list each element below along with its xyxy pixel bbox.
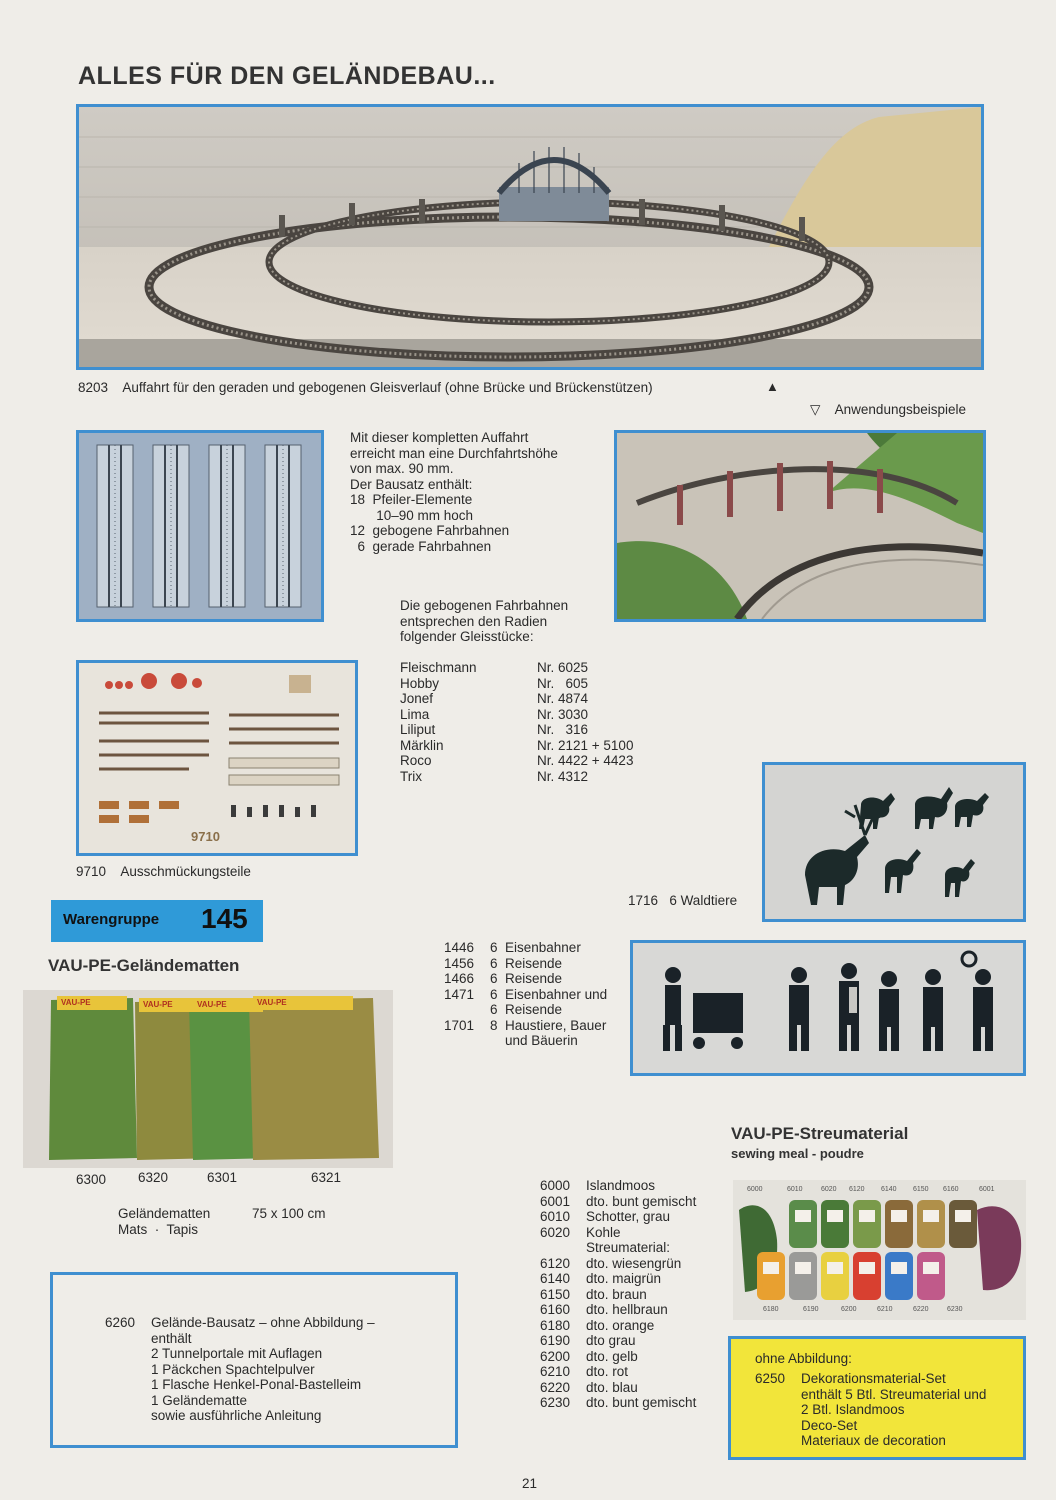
radii-brand: Jonef <box>400 691 434 706</box>
radii-brand: Hobby <box>400 675 440 691</box>
terrain-kit-box <box>50 1272 458 1448</box>
terrain-kit-number: 6260 <box>105 1315 136 1330</box>
description-line: Der Bausatz enthält: <box>350 476 473 492</box>
list-item: 6140 dto. maigrün <box>540 1271 662 1286</box>
figures-photo-frame <box>630 940 1026 1076</box>
bag-label: 6140 <box>881 1186 897 1193</box>
list-item: 6200 dto. gelb <box>540 1348 638 1364</box>
deco-set-line: Materiaux de decoration <box>801 1433 946 1448</box>
list-item: 6220 dto. blau <box>540 1379 638 1395</box>
radii-row <box>400 691 633 707</box>
bag-label: 6010 <box>787 1186 803 1193</box>
scatter-material-photo <box>733 1180 1026 1320</box>
radii-brand: Roco <box>400 753 432 768</box>
radii-brand: Liliput <box>400 722 436 737</box>
mat-brand-label: VAU-PE <box>61 998 91 1007</box>
warengruppe-label: Warengruppe <box>63 911 160 928</box>
terrain-kit-line: 1 Flasche Henkel-Ponal-Bastelleim <box>151 1377 362 1392</box>
streu-subheading: sewing meal - poudre <box>731 1146 864 1161</box>
terrain-kit-line: Gelände-Bausatz – ohne Abbildung – <box>151 1315 375 1330</box>
main-photo-caption <box>78 380 653 396</box>
bag-label: 6210 <box>877 1306 893 1313</box>
deco-set-lines <box>801 1371 986 1449</box>
overpass-description <box>350 430 558 554</box>
radii-nr: Nr. 316 <box>537 722 589 737</box>
track-parts-photo <box>79 433 321 619</box>
page-number: 21 <box>522 1476 538 1491</box>
description-line: 12 gebogene Fahrbahnen <box>350 523 510 538</box>
radii-intro-line: entsprechen den Radien <box>400 613 548 629</box>
radii-brand: Lima <box>400 706 430 722</box>
description-line: 10–90 mm hoch <box>350 507 474 523</box>
bridge-example-photo <box>617 433 983 619</box>
mat-number: 6321 <box>311 1170 342 1185</box>
mats-desc-line2: Mats · Tapis <box>118 1222 199 1237</box>
terrain-kit-line: sowie ausführliche Anleitung <box>151 1408 322 1423</box>
bag-label: 6220 <box>913 1306 929 1313</box>
example-caption <box>810 402 966 418</box>
main-caption-number: 8203 <box>78 380 109 395</box>
terrain-kit-line: enthält <box>151 1330 192 1346</box>
list-item: 6 Reisende <box>490 1002 563 1017</box>
bag-label: 6200 <box>841 1306 857 1313</box>
kit-caption-text: Ausschmückungsteile <box>120 864 251 879</box>
terrain-kit-lines <box>151 1315 375 1424</box>
deco-set-line: Dekorationsmaterial-Set <box>801 1371 946 1386</box>
warengruppe-badge <box>51 900 263 942</box>
list-item: 1701 8 Haustiere, Bauer <box>444 1017 607 1033</box>
radii-brand: Trix <box>400 768 422 784</box>
kit-photo-label: 9710 <box>191 829 220 844</box>
page-title: ALLES FÜR DEN GELÄNDEBAU... <box>78 62 496 90</box>
mats-desc-line1: Geländematten <box>118 1206 211 1221</box>
description-line: erreicht man eine Durchfahrtshöhe <box>350 445 558 461</box>
description-line: 18 Pfeiler-Elemente <box>350 492 473 507</box>
decoration-kit-photo <box>79 663 355 853</box>
bag-label: 6020 <box>821 1186 837 1193</box>
deco-set-number: 6250 <box>755 1371 786 1386</box>
list-item: 6190 dto grau <box>540 1333 636 1348</box>
bag-label: 6190 <box>803 1306 819 1313</box>
list-item: 6010 Schotter, grau <box>540 1209 671 1224</box>
radii-nr: Nr. 2121 + 5100 <box>537 737 634 753</box>
warengruppe-number: 145 <box>201 903 248 934</box>
list-item: und Bäuerin <box>490 1033 578 1048</box>
terrain-kit-line: 1 Päckchen Spachtelpulver <box>151 1361 315 1377</box>
list-item: 6001 dto. bunt gemischt <box>540 1193 697 1209</box>
list-item: 6230 dto. bunt gemischt <box>540 1395 697 1410</box>
animals-caption <box>628 893 737 909</box>
list-item: Streumaterial: <box>586 1240 671 1255</box>
decoration-kit-photo-frame <box>76 660 358 856</box>
radii-brand: Fleischmann <box>400 660 477 675</box>
deco-set-line: enthält 5 Btl. Streumaterial und <box>801 1386 987 1402</box>
streu-heading: VAU-PE-Streumaterial <box>731 1124 909 1143</box>
animals-caption-number: 1716 <box>628 893 659 908</box>
list-item: 1471 6 Eisenbahner und <box>444 986 608 1002</box>
bag-label: 6150 <box>913 1186 929 1193</box>
list-item: 6210 dto. rot <box>540 1364 629 1379</box>
example-caption-text: Anwendungsbeispiele <box>834 402 967 417</box>
streu-list <box>540 1178 696 1411</box>
list-item: 6150 dto. braun <box>540 1286 647 1302</box>
kit-caption-number: 9710 <box>76 864 107 879</box>
filled-triangle-icon: ▲ <box>766 379 779 394</box>
radii-nr: Nr. 4874 <box>537 691 589 706</box>
bag-label: 6180 <box>763 1306 779 1313</box>
radii-brand: Märklin <box>400 737 444 753</box>
radii-intro <box>400 598 568 645</box>
radii-nr: Nr. 4422 + 4423 <box>537 753 634 768</box>
main-caption-text: Auffahrt für den geraden und gebogenen Gleisverlauf (ohne Brücke und Brückenstützen) <box>122 380 653 395</box>
kit-caption <box>76 864 251 880</box>
mat-brand-label: VAU-PE <box>257 998 287 1007</box>
list-item: 6120 dto. wiesengrün <box>540 1255 682 1271</box>
forest-animals-photo <box>765 765 1023 919</box>
mat-number: 6300 <box>76 1172 107 1187</box>
radii-nr: Nr. 6025 <box>537 660 589 675</box>
bag-label: 6120 <box>849 1186 865 1193</box>
radii-row <box>400 707 633 723</box>
mat-number: 6301 <box>207 1170 238 1185</box>
railway-figures-photo <box>633 943 1023 1073</box>
mats-heading: VAU-PE-Geländematten <box>48 956 240 975</box>
deco-set-box <box>728 1336 1026 1460</box>
list-item: 6180 dto. orange <box>540 1317 655 1333</box>
overpass-layout-photo <box>79 107 981 367</box>
main-photo-frame <box>76 104 984 370</box>
mat-number: 6320 <box>138 1170 169 1185</box>
figures-list <box>444 940 607 1049</box>
bag-label: 6000 <box>747 1186 763 1193</box>
deco-set-line: Deco-Set <box>801 1417 858 1433</box>
radii-row <box>400 738 633 754</box>
mat-brand-label: VAU-PE <box>143 1000 173 1009</box>
radii-row <box>400 753 633 769</box>
deco-set-header: ohne Abbildung: <box>755 1351 852 1366</box>
bag-label: 6160 <box>943 1186 959 1193</box>
description-line: von max. 90 mm. <box>350 461 454 476</box>
list-item: 1466 6 Reisende <box>444 971 563 986</box>
radii-intro-line: folgender Gleisstücke: <box>400 629 534 644</box>
terrain-kit-line: 1 Geländematte <box>151 1392 248 1408</box>
mat-brand-label: VAU-PE <box>197 1000 227 1009</box>
example-photo-frame <box>614 430 986 622</box>
radii-row <box>400 722 633 738</box>
radii-intro-line: Die gebogenen Fahrbahnen <box>400 598 569 613</box>
description-line: 6 gerade Fahrbahnen <box>350 538 492 554</box>
bag-label: 6230 <box>947 1306 963 1313</box>
track-parts-photo-frame <box>76 430 324 622</box>
mats-size: 75 x 100 cm <box>252 1206 326 1221</box>
list-item: 6160 dto. hellbraun <box>540 1302 668 1317</box>
list-item: 6000 Islandmoos <box>540 1178 656 1193</box>
list-item: 1446 6 Eisenbahner <box>444 940 581 955</box>
deco-set-line: 2 Btl. Islandmoos <box>801 1402 905 1417</box>
radii-table <box>400 660 633 784</box>
bag-label: 6001 <box>979 1186 995 1193</box>
description-line: Mit dieser kompletten Auffahrt <box>350 430 529 445</box>
radii-row <box>400 676 633 692</box>
animals-photo-frame <box>762 762 1026 922</box>
radii-nr: Nr. 4312 <box>537 768 589 784</box>
radii-nr: Nr. 3030 <box>537 706 589 722</box>
terrain-kit-line: 2 Tunnelportale mit Auflagen <box>151 1346 323 1361</box>
list-item: 1456 6 Reisende <box>444 955 563 971</box>
radii-nr: Nr. 605 <box>537 675 589 691</box>
radii-row <box>400 660 633 676</box>
animals-caption-text: 6 Waldtiere <box>669 893 738 908</box>
terrain-mats-photo <box>23 990 393 1168</box>
list-item: 6020 Kohle <box>540 1224 621 1240</box>
hollow-triangle-icon: ▽ <box>810 402 821 417</box>
radii-row <box>400 769 633 785</box>
